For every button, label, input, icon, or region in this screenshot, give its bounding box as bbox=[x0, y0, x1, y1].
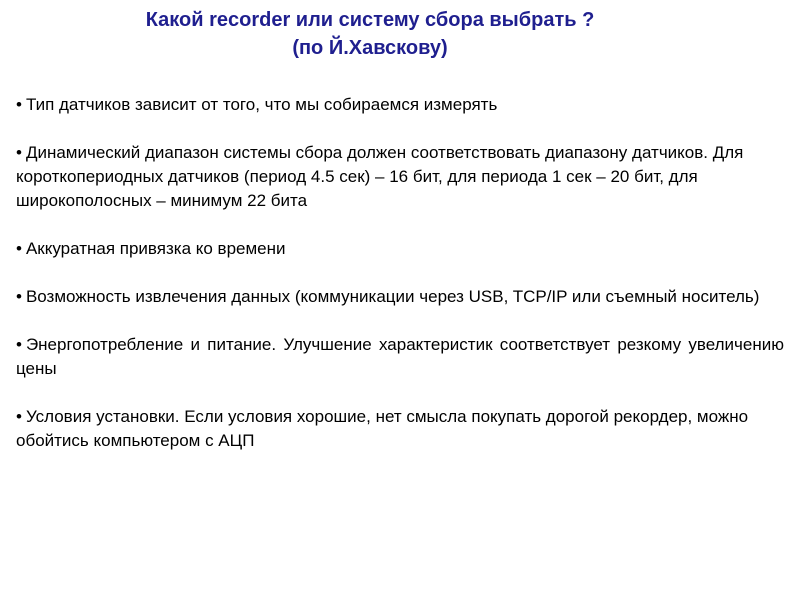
bullet-item-data-retrieval bbox=[16, 285, 784, 309]
bullet-text: Тип датчиков зависит от того, что мы собираемся измерять bbox=[25, 95, 498, 114]
bullet-text: Аккуратная привязка ко времени bbox=[25, 239, 286, 258]
bullet-item-timing bbox=[16, 237, 784, 261]
bullet-item-installation bbox=[16, 405, 784, 453]
slide-title-line-2: (по Й.Хавскову) bbox=[292, 37, 448, 59]
bullet-item-dynamic-range bbox=[16, 141, 784, 213]
bullet-text: Возможность извлечения данных (коммуникации через USB, TCP/IP или съемный носитель) bbox=[25, 287, 760, 306]
bullet-marker: • bbox=[16, 335, 22, 354]
bullet-text: Динамический диапазон системы сбора должен соответствовать диапазону датчиков. Для короткопериодных датчиков (период 4.5 сек) – 16 бит, для периода 1 сек – 20 бит, для широкополосных – минимум 22 бита bbox=[16, 143, 744, 210]
slide-title-line-1: Какой recorder или систему сбора выбрать ? bbox=[145, 9, 595, 31]
bullet-marker: • bbox=[16, 143, 22, 162]
bullet-marker: • bbox=[16, 95, 22, 114]
bullet-text: Условия установки. Если условия хорошие, нет смысла покупать дорогой рекордер, можно обойтись компьютером с АЦП bbox=[16, 407, 749, 450]
bullet-marker: • bbox=[16, 287, 22, 306]
bullet-item-sensor-type bbox=[16, 93, 784, 117]
bullet-marker: • bbox=[16, 239, 22, 258]
slide-title bbox=[0, 6, 740, 62]
bullet-marker: • bbox=[16, 407, 22, 426]
bullet-item-power bbox=[16, 333, 784, 381]
bullet-text: Энергопотребление и питание. Улучшение характеристик соответствует резкому увеличению цены bbox=[16, 335, 784, 378]
bullet-list bbox=[16, 93, 784, 477]
